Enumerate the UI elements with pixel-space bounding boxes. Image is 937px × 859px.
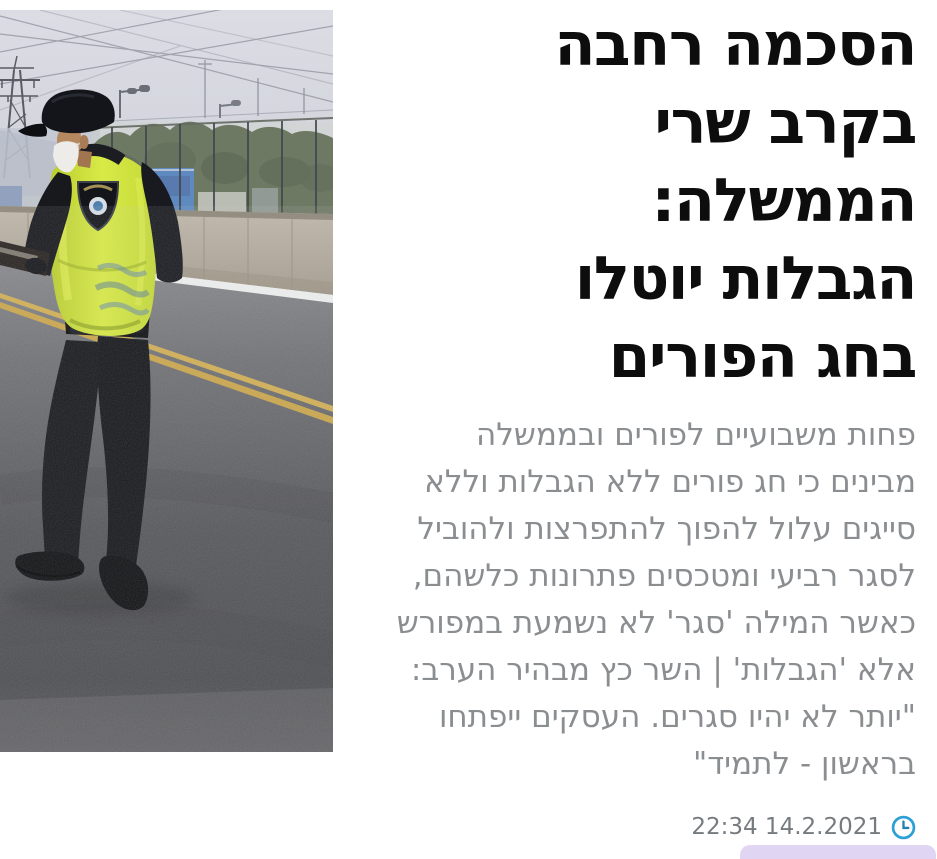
summary-line: פחות משבועיים לפורים ובממשלה <box>476 417 916 453</box>
tag-pill-partial[interactable] <box>740 845 936 859</box>
summary-line: כאשר המילה 'סגר' לא נשמעת במפורש <box>396 605 916 641</box>
article-timestamp: 22:34 14.2.2021 <box>691 814 882 840</box>
headline-line: הסכמה רחבה <box>554 10 916 80</box>
headline-line: הממשלה: <box>651 166 916 236</box>
headline-line: הגבלות יוטלו <box>574 244 916 314</box>
article-content <box>371 0 916 840</box>
clock-icon <box>891 815 916 840</box>
summary-line: סייגים עלול להפוך להתפרצות ולהוביל <box>417 511 916 547</box>
summary-line: בראשון - לתמיד" <box>692 746 916 782</box>
article-photo <box>0 10 333 752</box>
asphalt-texture <box>0 206 333 752</box>
police-officer-road-illustration <box>0 10 333 752</box>
article-headline <box>371 6 916 396</box>
summary-line: אלא 'הגבלות' | השר כץ מבהיר הערב: <box>410 652 916 688</box>
article-summary <box>371 412 916 788</box>
summary-line: מבינים כי חג פורים ללא הגבלות וללא <box>424 464 916 500</box>
article-meta <box>357 814 916 840</box>
summary-line: לסגר רביעי ומטכסים פתרונות כלשהם, <box>412 558 916 594</box>
summary-line: "יותר לא יהיו סגרים. העסקים ייפתחו <box>438 699 916 735</box>
headline-line: בקרב שרי <box>654 88 916 158</box>
headline-line: בחג הפורים <box>608 322 916 392</box>
